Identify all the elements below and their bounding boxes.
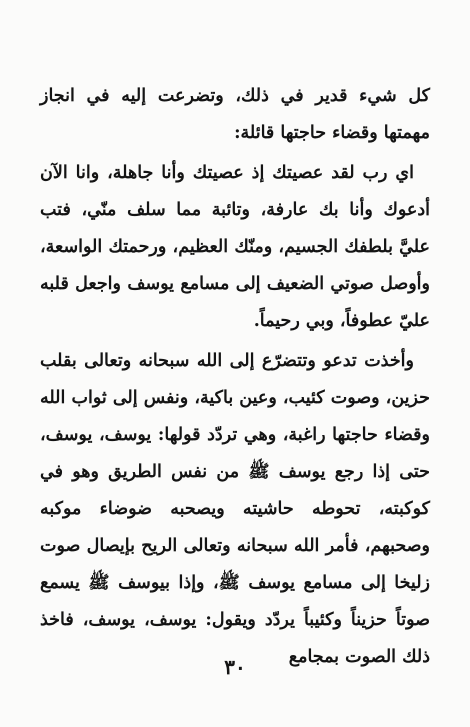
paragraph-1: كل شيء قدير في ذلك، وتضرعت إليه في انجاز مهمتها وقضاء حاجتها قائلة:: [40, 86, 430, 143]
page-body-text: [40, 78, 430, 676]
page-number: ٣٠: [224, 655, 246, 679]
paragraph-2: اي رب لقد عصيتك إذ عصيتك وأنا جاهلة، وانا الآن أدعوك وأنا بك عارفة، وتائبة مما سلف منّي، فتب عليَّ بلطفك الجسيم، ومنّك العظيم، ورحمتك الواسعة، وأوصل صوتي الضعيف إلى مسامع يوسف واجعل قلبه عليّ عطوفاً، وبي رحيماً.: [40, 163, 430, 331]
paragraph-3: وأخذت تدعو وتتضرّع إلى الله سبحانه وتعالى بقلب حزين، وصوت كئيب، وعين باكية، ونفس إلى ثواب الله وقضاء حاجتها راغبة، وهي تردّد قولها: يوسف، يوسف، حتى إذا رجع يوسف ﷺ من نفس الطريق وهو في كوكبته، تحوطه حاشيته ويصحبه ضوضاء موكبه وصحبهم، فأمر الله سبحانه وتعالى الريح بإيصال صوت زليخا إلى مسامع يوسف ﷺ، وإذا بيوسف ﷺ يسمع صوتاً حزيناً وكئيباً يردّد ويقول: يوسف، يوسف، فاخذ ذلك الصوت بمجامع: [40, 351, 430, 667]
